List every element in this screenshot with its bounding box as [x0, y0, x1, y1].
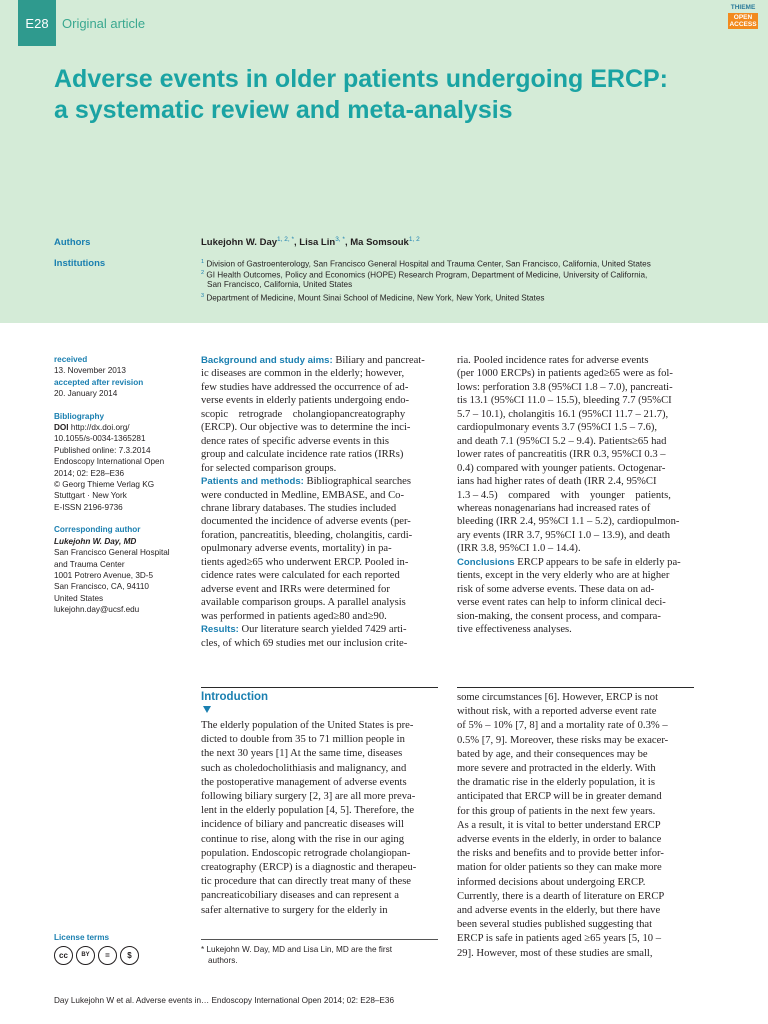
address-line: 1001 Potrero Avenue, 3D-5 — [54, 570, 154, 580]
abstract-keyword: Results: — [201, 624, 239, 636]
abstract-line — [457, 583, 694, 596]
abstract-text: documented the incidence of adverse events (per- — [201, 516, 411, 528]
corresponding-author-name: Lukejohn W. Day, MD — [54, 536, 137, 546]
footnote-divider — [201, 939, 438, 940]
address-line: and Trauma Center — [54, 559, 125, 569]
corresponding-author-label: Corresponding author — [54, 525, 141, 535]
abstract-line — [201, 502, 438, 515]
abstract-line — [457, 408, 694, 421]
title-line-1: Adverse events in older patients undergoing ERCP: — [54, 65, 669, 93]
non-commercial-icon: $ — [120, 946, 139, 965]
article-metadata — [54, 354, 189, 616]
divider — [201, 687, 438, 688]
institution-sup: 3 — [201, 293, 205, 299]
body-line: 29]. However, most of these studies are small, — [457, 947, 653, 959]
body-line: anticipated that ERCP will be in greater demand — [457, 791, 662, 803]
cc-icon: cc — [54, 946, 73, 965]
institutions-label: Institutions — [54, 258, 106, 269]
author-name: Lukejohn W. Day — [201, 237, 278, 249]
body-line: the next 30 years [1] At the same time, diseases — [201, 748, 403, 760]
abstract-text: tients aged≥65 who underwent ERCP. Pooled in- — [201, 556, 409, 568]
copyright-line: © Georg Thieme Verlag KG — [54, 480, 155, 490]
abstract-line — [201, 529, 438, 542]
abstract-line — [457, 596, 694, 609]
abstract-text: lower rates of pancreatitis (IRR 0.3, 95%CI 0.3 – — [457, 449, 666, 461]
doi-line — [54, 422, 189, 433]
license-label: License terms — [54, 933, 110, 942]
abstract-line — [201, 394, 438, 407]
body-line: of 5% – 10% [7, 8] and a mortality rate of 0.3% – — [457, 720, 668, 732]
body-line: lent in the elderly population [4, 5]. Therefore, the — [201, 805, 415, 817]
abstract-line — [457, 610, 694, 623]
author-list: Lukejohn W. Day$^{1, 2, *}$, Lisa Lin$^{3, *}$, Ma Somsouk$^{1, 2}$ — [201, 236, 420, 249]
body-line: such as choledocholithiasis and malignancy, and — [201, 762, 407, 774]
journal-line: Endoscopy International Open — [54, 457, 165, 467]
abstract-line — [201, 556, 438, 569]
body-line: safer alternative to surgery for the elderly in — [201, 904, 388, 916]
abstract-text: 5.7 – 10.1), cholangitis 16.1 (95%CI 11.7 – 21.7), — [457, 408, 669, 420]
abstract-text: ary events (IRR 3.7, 95%CI 1.0 – 13.9), and death — [457, 529, 671, 541]
abstract-keyword: Conclusions — [457, 556, 515, 568]
abstract-text: sion-making, the consent process, and compara- — [457, 610, 661, 622]
doi-value[interactable]: 10.1055/s-0034-1365281 — [54, 434, 146, 444]
received-label: received — [54, 355, 88, 364]
abstract-text: dence rates of specific adverse events in this — [201, 435, 389, 447]
institution-2-cont: San Francisco, California, United States — [207, 280, 353, 289]
abstract-line — [201, 408, 438, 421]
abstract-line — [457, 529, 694, 542]
abstract-line — [457, 354, 694, 367]
abstract-line — [201, 489, 438, 502]
abstract-line — [201, 462, 438, 475]
body-line: population. Endoscopic retrograde cholangiopan- — [201, 847, 411, 859]
body-line: The elderly population of the United States is pre- — [201, 720, 414, 731]
body-line: pancreaticobiliary diseases and can represent a — [201, 890, 399, 902]
abstract-line — [457, 569, 694, 582]
abstract-text: (per 1000 ERCPs) in patients aged≥65 were as fol- — [457, 368, 673, 380]
abstract-text: cidence rates were calculated for each reported — [201, 570, 400, 582]
eissn: E-ISSN 2196-9736 — [54, 502, 123, 512]
abstract-line — [457, 542, 694, 555]
body-line: been several studies published suggesting that — [457, 919, 653, 931]
page-footer: Day Lukejohn W et al. Adverse events in… Endoscopy International Open 2014; 02: E28–E36 — [54, 996, 394, 1005]
abstract-text: was performed in patients aged≥80 and≥90. — [201, 610, 387, 622]
body-line: more severe and protracted in the elderly. With — [457, 763, 656, 775]
abstract-text: tients, except in the very elderly who are at higher — [457, 570, 670, 582]
abstract-keyword: Patients and methods: — [201, 476, 304, 488]
abstract-line — [457, 502, 694, 515]
abstract-text: ERCP appears to be safe in elderly pa- — [514, 556, 681, 568]
abstract-text: Biliary and pancreat- — [332, 355, 425, 366]
institution-text: Department of Medicine, Mount Sinai School of Medicine, New York, New York, United States — [206, 293, 545, 303]
abstract-line — [201, 475, 438, 488]
body-line: creatography (ERCP) is a diagnostic and therapeu- — [201, 862, 417, 874]
abstract-text: Our literature search yielded 7429 arti- — [238, 624, 407, 636]
abstract-line — [201, 583, 438, 596]
institution-text: Division of Gastroenterology, San Francisco General Hospital and Trauma Center, San Francisco, California, United States — [206, 259, 651, 269]
body-line: informed decisions about undergoing ERCP. — [457, 876, 646, 888]
abstract-line — [201, 381, 438, 394]
bibliography-label: Bibliography — [54, 411, 105, 421]
abstract-text: and death 7.1 (95%CI 5.2 – 9.4). Patients≥65 had — [457, 435, 667, 447]
abstract-line — [457, 448, 694, 461]
by-attribution-icon: BY — [76, 946, 95, 965]
abstract-line — [201, 435, 438, 448]
abstract-text: adverse event and IRRs were determined for — [201, 583, 390, 595]
address-line: San Francisco General Hospital — [54, 548, 170, 558]
abstract-column-1 — [201, 354, 438, 650]
abstract-text: bleeding (IRR 2.4, 95%CI 1.1 – 5.2), cardiopulmon- — [457, 516, 680, 528]
creative-commons-icons[interactable] — [54, 946, 139, 965]
body-line: ERCP is safe in patients aged ≥65 years [5, 10 – — [457, 933, 662, 945]
abstract-line — [201, 637, 438, 650]
abstract-text: whereas nonagenarians had increased rates of — [457, 502, 651, 514]
abstract-text: opulmonary adverse events, mortality) in pa- — [201, 543, 392, 555]
abstract-text: verse events in elderly patients undergoing endo- — [201, 395, 410, 407]
abstract-line — [457, 462, 694, 475]
abstract-line — [201, 623, 438, 636]
abstract-text: cardiopulmonary events 3.7 (95%CI 1.5 – 7.6), — [457, 422, 658, 434]
accepted-date: 20. January 2014 — [54, 389, 118, 399]
doi-link[interactable]: http://dx.doi.org/ — [70, 423, 130, 433]
body-line: dicted to double from 35 to 71 million people in — [201, 734, 405, 746]
abstract-line — [457, 435, 694, 448]
abstract-line — [201, 367, 438, 380]
abstract-line — [457, 489, 694, 502]
authors-label: Authors — [54, 237, 91, 248]
abstract-line — [201, 610, 438, 623]
abstract-line — [457, 556, 694, 569]
body-line: the dramatic rise in the elderly population, it is — [457, 777, 655, 789]
title-line-2: a systematic review and meta-analysis — [54, 96, 513, 124]
author-name: Lisa Lin — [299, 237, 336, 249]
abstract-keyword: Background and study aims: — [201, 355, 333, 366]
body-line: following biliary surgery [2, 3] are all more preva- — [201, 791, 416, 803]
body-line: for this group of patients in the next few years. — [457, 805, 656, 817]
abstract-line — [457, 475, 694, 488]
abstract-text: 0.4) compared with younger patients. Octogenar- — [457, 462, 666, 474]
abstract-text: risk of some adverse events. These data on ad- — [457, 583, 655, 595]
institution-sup: 2 — [201, 270, 205, 276]
abstract-line — [201, 448, 438, 461]
divider — [457, 687, 694, 688]
publisher-location: Stuttgart · New York — [54, 491, 127, 501]
body-line: the postoperative management of adverse events — [201, 776, 407, 788]
badge-access: ACCESS — [729, 21, 757, 28]
abstract-text: tis 13.1 (95%CI 11.0 – 15.5), bleeding 7.7 (95%CI — [457, 395, 672, 407]
intro-column-2 — [457, 691, 694, 961]
abstract-text: tive effectiveness analyses. — [457, 624, 572, 636]
abstract-text: (ERCP). Our objective was to determine the inci- — [201, 422, 411, 434]
address-line: United States — [54, 593, 104, 603]
abstract-line — [201, 354, 438, 367]
abstract-line — [201, 515, 438, 528]
abstract-line — [457, 421, 694, 434]
abstract-text: group and calculate incidence rate ratios (IRRs) — [201, 449, 404, 461]
body-line: the risks and benefits and to provide better infor- — [457, 848, 664, 860]
abstract-line — [201, 569, 438, 582]
abstract-text: Bibliographical searches — [303, 476, 411, 488]
abstract-line — [457, 515, 694, 528]
author-affiliation: 1, 2, * — [277, 236, 294, 243]
journal-issue: 2014; 02: E28–E36 — [54, 468, 125, 478]
abstract-line — [201, 421, 438, 434]
intro-column-1 — [201, 719, 438, 918]
article-title — [54, 64, 734, 126]
abstract-text: available comparison groups. A parallel analysis — [201, 597, 406, 609]
abstract-text: were conducted in Medline, EMBASE, and Co- — [201, 489, 405, 501]
abstract-line — [457, 623, 694, 636]
accepted-label: accepted after revision — [54, 377, 144, 387]
body-line: Currently, there is a dearth of literature on ERCP — [457, 890, 665, 902]
abstract-text: lows: perforation 3.8 (95%CI 1.8 – 7.0), pancreati- — [457, 381, 673, 393]
body-line: and adverse events in the elderly, but there have — [457, 905, 661, 917]
address-line: San Francisco, CA, 94110 — [54, 582, 149, 592]
abstract-text: 1.3 – 4.5) compared with younger patients, — [457, 489, 671, 501]
institution-sup: 1 — [201, 259, 205, 265]
badge-top: THIEME — [730, 4, 756, 11]
triangle-icon — [203, 706, 211, 713]
abstract-text: verse event rates can help to inform clinical deci- — [457, 597, 666, 609]
page-number: E28 — [18, 11, 56, 37]
abstract-line — [457, 381, 694, 394]
published-date: Published online: 7.3.2014 — [54, 445, 151, 455]
body-line: bated by age, and their consequences may be — [457, 748, 648, 760]
body-line: incidence of biliary and pancreatic diseases will — [201, 819, 404, 831]
abstract-line — [201, 596, 438, 609]
author-email[interactable]: lukejohn.day@ucsf.edu — [54, 605, 140, 615]
abstract-text: few studies have addressed the occurrence of ad- — [201, 381, 409, 393]
section-label: Original article — [62, 16, 146, 31]
abstract-text: chrane library databases. The studies included — [201, 502, 397, 514]
abstract-text: ic diseases are common in the elderly; however, — [201, 368, 405, 380]
abstract-column-2 — [457, 354, 694, 637]
doi-label: DOI — [54, 423, 69, 433]
abstract-text: cles, of which 69 studies met our inclusion crite- — [201, 637, 408, 649]
abstract-text: ians had higher rates of death (IRR 2.4, 95%CI — [457, 476, 657, 488]
body-line: without risk, with a reported adverse event rate — [457, 706, 657, 718]
no-derivatives-icon: = — [98, 946, 117, 965]
footnote-line: * Lukejohn W. Day, MD and Lisa Lin, MD are the first — [201, 945, 392, 954]
received-date: 13. November 2013 — [54, 366, 126, 376]
author-name: Ma Somsouk — [350, 237, 409, 249]
body-line: some circumstances [6]. However, ERCP is not — [457, 692, 659, 703]
body-line: mation for older patients so they can make more — [457, 862, 662, 874]
institution-3 — [201, 291, 721, 304]
abstract-text: ria. Pooled incidence rates for adverse events — [457, 355, 649, 366]
abstract-text: (IRR 3.8, 95%CI 1.0 – 14.4). — [457, 543, 581, 555]
body-line: tic procedure that can directly treat many of these — [201, 876, 412, 888]
thieme-open-access-logo — [728, 4, 758, 29]
body-line: adverse events in the elderly, in order to balance — [457, 834, 662, 846]
abstract-line — [201, 542, 438, 555]
author-affiliation: 3, * — [335, 236, 345, 243]
body-line: continue to rise, along with the rise in our aging — [201, 833, 405, 845]
abstract-line — [457, 367, 694, 380]
body-line: 0.5% [7, 9]. Moreover, these risks may be exacer- — [457, 734, 669, 746]
footnote-line: authors. — [208, 956, 238, 965]
badge-open: OPEN — [733, 14, 753, 21]
footnote — [201, 944, 438, 966]
author-affiliation: 1, 2 — [408, 236, 420, 243]
institution-text: GI Health Outcomes, Policy and Economics (HOPE) Research Program, Department of Medicine, University of California, — [206, 270, 648, 280]
body-line: As a result, it is vital to better understand ERCP — [457, 819, 661, 831]
introduction-heading: Introduction — [201, 691, 269, 703]
abstract-line — [457, 394, 694, 407]
abstract-text: scopic retrograde cholangiopancreatography — [201, 408, 406, 420]
abstract-text: for selected comparison groups. — [201, 462, 337, 474]
abstract-text: foration, pancreatitis, bleeding, cholangitis, cardi- — [201, 529, 413, 541]
